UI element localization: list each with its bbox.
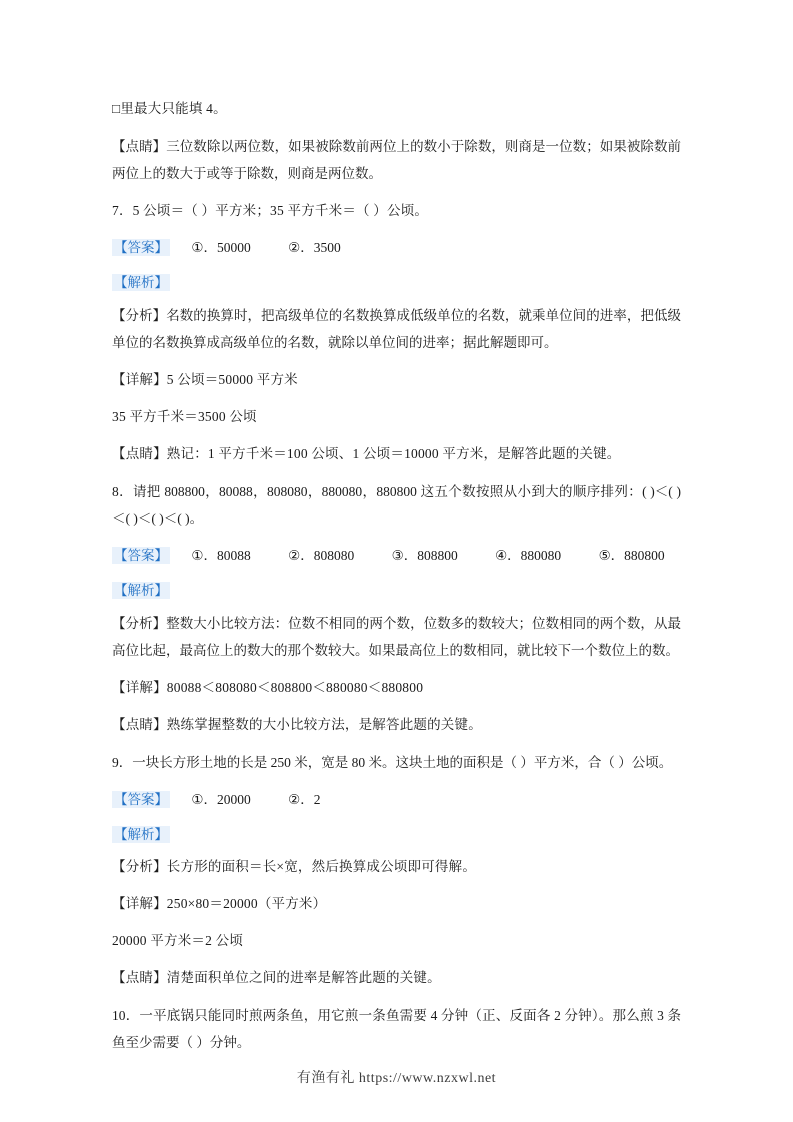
question-9	[112, 749, 681, 776]
text-line: □里最大只能填 4。	[112, 101, 227, 116]
paragraph-answer-note	[112, 96, 681, 122]
answer-row	[112, 787, 681, 813]
answer-item: ①．80088	[191, 548, 251, 563]
text-line: 【点睛】三位数除以两位数，如果被除数前两位上的数小于除数，则商是一位数；如果被除数前两位上的数大于或等于除数，则商是两位数。	[112, 139, 681, 181]
answer-tag: 【答案】	[114, 548, 168, 563]
answer-row	[112, 235, 681, 261]
text-line: 【详解】250×80＝20000（平方米）	[112, 896, 327, 911]
text-line: 【分析】整数大小比较方法：位数不相同的两个数，位数多的数较大；位数相同的两个数，从最高位比起，最高位上的数大的那个数较大。如果最高位上的数相同，就比较下一个数位上的数。	[112, 616, 681, 658]
question-7	[112, 198, 681, 224]
answer-row-7	[112, 235, 681, 261]
text-line: 35 平方千米＝3500 公顷	[112, 409, 257, 424]
detail-7-line2	[112, 404, 681, 430]
dianjing-7	[112, 441, 681, 467]
text-line: 【分析】名数的换算时，把高级单位的名数换算成低级单位的名数，就乘单位间的进率，把低级单位的名数换算成高级单位的名数，就除以单位间的进率；据此解题即可。	[112, 308, 681, 350]
analysis-body-7	[112, 302, 681, 356]
detail-9-line1	[112, 891, 681, 917]
text-line: 【点睛】熟记：1 平方千米＝100 公顷、1 公顷＝10000 平方米，是解答此题的关键。	[112, 446, 621, 461]
answer-item: ①．20000	[191, 792, 251, 807]
analysis-tag: 【解析】	[114, 275, 168, 290]
answer-tag: 【答案】	[114, 792, 168, 807]
paragraph-dianjing-6	[112, 133, 681, 187]
answer-row	[112, 543, 681, 569]
answer-item: ①．50000	[191, 240, 251, 255]
question-text: 7．5 公顷＝（ ）平方米；35 平方千米＝（ ）公顷。	[112, 203, 429, 218]
answer-row-9	[112, 787, 681, 813]
page-footer: 有渔有礼 https://www.nzxwl.net	[296, 1071, 497, 1086]
question-text: 8．请把 808800，80088，808080，880080，880800 这五个数按照从小到大的顺序排列：( )＜( )＜( )＜( )＜( )。	[112, 484, 681, 526]
text-line: 【点睛】熟练掌握整数的大小比较方法，是解答此题的关键。	[112, 717, 482, 732]
analysis-body-9	[112, 854, 681, 880]
detail-7-line1	[112, 367, 681, 393]
dianjing-8	[112, 712, 681, 738]
question-text: 9．一块长方形土地的长是 250 米，宽是 80 米。这块土地的面积是（ ）平方米，合（ ）公顷。	[112, 755, 673, 770]
text-line: 【详解】5 公顷＝50000 平方米	[112, 372, 298, 387]
answer-row-8	[112, 543, 681, 569]
text-line: 【点睛】清楚面积单位之间的进率是解答此题的关键。	[112, 970, 441, 985]
dianjing-9	[112, 965, 681, 991]
detail-9-line2	[112, 928, 681, 954]
analysis-body-8	[112, 610, 681, 664]
answer-item: ②．808080	[288, 548, 355, 563]
detail-8	[112, 675, 681, 701]
question-text: 10．一平底锅只能同时煎两条鱼，用它煎一条鱼需要 4 分钟（正、反面各 2 分钟）。那么煎 3 条鱼至少需要（ ）分钟。	[112, 1008, 681, 1050]
text-line: 【详解】80088＜808080＜808800＜880080＜880800	[112, 680, 424, 695]
analysis-label-9	[112, 823, 681, 844]
answer-item: ④．880080	[495, 548, 562, 563]
analysis-tag: 【解析】	[114, 583, 168, 598]
answer-item: ②．3500	[288, 240, 341, 255]
text-line: 20000 平方米＝2 公顷	[112, 933, 244, 948]
answer-item: ②．2	[288, 792, 321, 807]
answer-tag: 【答案】	[114, 240, 168, 255]
analysis-label-8	[112, 579, 681, 600]
question-10	[112, 1002, 681, 1056]
question-8	[112, 478, 681, 532]
text-line: 【分析】长方形的面积＝长×宽，然后换算成公顷即可得解。	[112, 859, 477, 874]
analysis-label-7	[112, 271, 681, 292]
answer-item: ⑤．880800	[598, 548, 665, 563]
analysis-tag: 【解析】	[114, 827, 168, 842]
answer-item: ③．808800	[391, 548, 458, 563]
